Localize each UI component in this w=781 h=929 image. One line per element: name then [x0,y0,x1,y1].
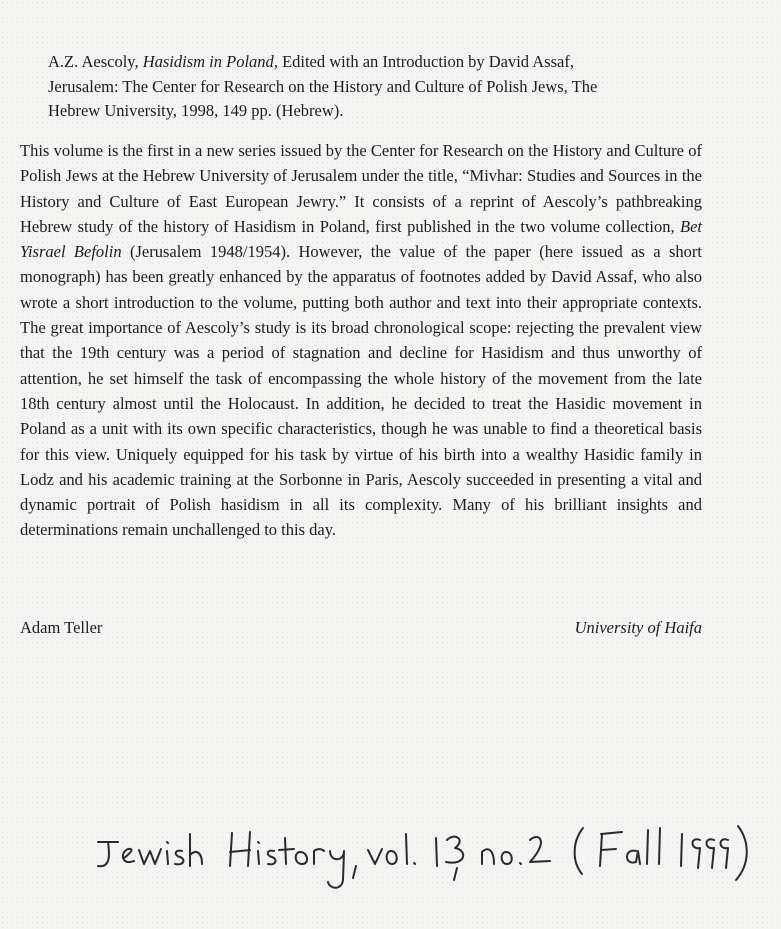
citation-book-title: Hasidism in Poland [142,52,274,71]
citation-author: A.Z. Aescoly, [48,52,139,71]
handwritten-note-strokes [98,826,747,888]
reviewer-name: Adam Teller [20,618,103,637]
reviewer-affiliation: University of Haifa [574,618,702,637]
citation-publication-line: Hebrew University, 1998, 149 pp. (Hebrew). [48,101,344,120]
review-italic-title: Bet Yisrael Befolin [20,216,702,262]
citation-details-line1: , Edited with an Introduction by David Assaf, [273,52,574,71]
citation-publisher-line: Jerusalem: The Center for Research on the History and Culture of Polish Jews, The [48,76,598,96]
review-text-part2: (Jerusalem 1948/1954). However, the value of the paper (here issued as a short monograph) has been greatly enhanced by the apparatus of footnotes added by David Assaf, who also wrote a short introduction to the volume, putting both author and text into their appropriate contexts. The great importance of Aescoly’s study is its broad chronological scope: rejecting the prevalent view that the 19th century was a period of stagnation and decline for Hasidism and thus unworthy of attention, he set himself the task of encompassing the whole history of the movement from the late 18th century almost until the Holocaust. In addition, he decided to treat the Hasidic movement in Poland as a unit with its own specific characteristics, though he was unable to find a theoretical basis for this view. Uniquely equipped for his task by virtue of his birth into a wealthy Hasidic family in Lodz and his academic training at the Sorbonne in Paris, Aescoly succeeded in presenting a vital and dynamic portrait of Polish hasidism in all its complexity. Many of his brilliant insights and determinations remain unchallenged to this day. [20,242,703,540]
review-text-part1: This volume is the first in a new series issued by the Center for Research on the History and Culture of Polish Jews at the Hebrew University of Jerusalem under the title, “Mivhar: Studies and Sources in the History and Culture of East European Jewry.” It consists of a reprint of Aescoly’s pathbreaking Hebrew study of the history of Hasidism in Poland, first published in the two volume collection, [20,141,702,236]
